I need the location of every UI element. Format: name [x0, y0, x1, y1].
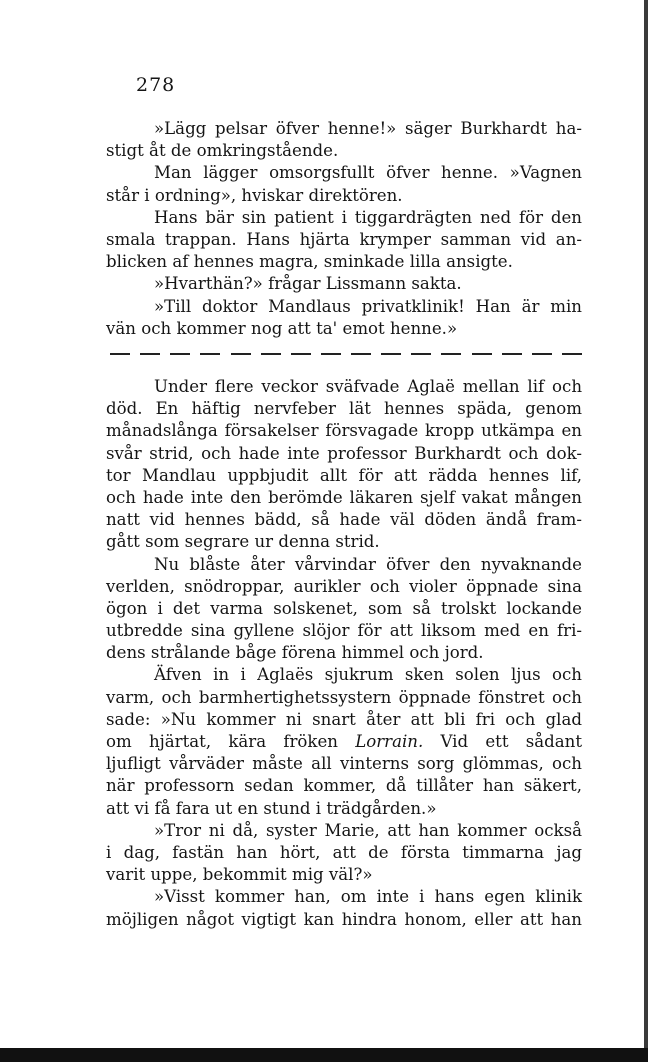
text-line: sade: »Nu kommer ni snart åter att bli fri och glad: [106, 709, 582, 729]
text-line: dens strålande båge förena himmel och jord.: [106, 643, 484, 663]
text-line: Nu blåste åter vårvindar öfver den nyvaknande: [154, 554, 582, 574]
text-line: vän och kommer nog att ta' emot henne.»: [106, 318, 458, 338]
text-line: verlden, snödroppar, aurikler och violer öppnade sina: [106, 576, 582, 596]
text-line: »Hvarthän?» frågar Lissmann sakta.: [154, 274, 462, 294]
divider-dash: [170, 353, 190, 355]
text-line: varm, och barmhertighetssystern öppnade fönstret och: [106, 687, 582, 707]
text-line: utbredde sina gyllene slöjor för att liksom med en fri-: [106, 621, 582, 641]
text-line: i dag, fastän han hört, att de första timmarna jag: [106, 842, 582, 862]
text-line: svår strid, och hade inte professor Burkhardt och dok-: [106, 443, 582, 463]
divider-dash: [441, 353, 461, 355]
divider-dash: [200, 353, 220, 355]
divider-dash: [532, 353, 552, 355]
divider-dash: [140, 353, 160, 355]
text-line: död. En häftig nervfeber lät hennes späda, genom: [106, 399, 582, 419]
text-line: ljufligt vårväder måste all vinterns sorg glömmas, och: [106, 754, 582, 774]
divider-dash: [261, 353, 281, 355]
text-line: blicken af hennes magra, sminkade lilla ansigte.: [106, 252, 513, 272]
text-line: natt vid hennes bädd, så hade väl döden ändå fram-: [106, 510, 582, 530]
text-block-narrative: [106, 376, 582, 931]
text-line: att vi få fara ut en stund i trädgården.»: [106, 798, 437, 818]
page-right-edge-shadow: [644, 0, 648, 1062]
divider-dash: [321, 353, 341, 355]
text-line: »Lägg pelsar öfver henne!» säger Burkhardt ha-: [154, 119, 582, 138]
divider-dash: [351, 353, 371, 355]
text-line: varit uppe, bekommit mig väl?»: [106, 865, 373, 885]
text-line: månadslånga försakelser försvagade kropp utkämpa en: [106, 421, 582, 441]
text-line: gått som segrare ur denna strid.: [106, 532, 380, 552]
text-line: om hjärtat, kära fröken Lorrain. Vid ett sådant: [106, 732, 582, 751]
text-line: ögon i det varma solskenet, som så trolskt lockande: [106, 598, 582, 618]
section-divider: [110, 346, 582, 362]
text-line: när professorn sedan kommer, då tillåter han säkert,: [106, 776, 582, 796]
text-line: smala trappan. Hans hjärta krymper samman vid an-: [106, 229, 582, 249]
text-line: »Tror ni då, syster Marie, att han kommer också: [154, 820, 582, 840]
divider-dash: [381, 353, 401, 355]
text-line: Äfven in i Aglaës sjukrum sken solen ljus och: [154, 665, 582, 685]
text-line: Man lägger omsorgsfullt öfver henne. »Vagnen: [154, 163, 582, 183]
text-line: möjligen något vigtigt kan hindra honom, eller att han: [106, 909, 582, 929]
text-line: Hans bär sin patient i tiggardrägten ned för den: [154, 207, 582, 227]
text-line: »Visst kommer han, om inte i hans egen klinik: [154, 887, 582, 907]
text-line: Under flere veckor sväfvade Aglaë mellan lif och: [154, 377, 582, 396]
text-line: står i ordning», hviskar direktören.: [106, 185, 403, 205]
divider-dash: [562, 353, 582, 355]
page-number: 278: [136, 74, 176, 96]
text-line: och hade inte den berömde läkaren sjelf vakat mången: [106, 487, 582, 507]
text-line: »Till doktor Mandlaus privatklinik! Han är min: [154, 296, 582, 316]
text-line: tor Mandlau uppbjudit allt för att rädda hennes lif,: [106, 465, 582, 485]
divider-dash: [411, 353, 431, 355]
italic-name: Lorrain.: [355, 732, 424, 751]
divider-dash: [231, 353, 251, 355]
text-line: stigt åt de omkringstående.: [106, 141, 339, 161]
divider-dash: [110, 353, 130, 355]
divider-dash: [291, 353, 311, 355]
divider-dash: [472, 353, 492, 355]
text-block-dialogue: [106, 118, 582, 340]
scan-bottom-border: [0, 1048, 648, 1062]
divider-dash: [502, 353, 522, 355]
